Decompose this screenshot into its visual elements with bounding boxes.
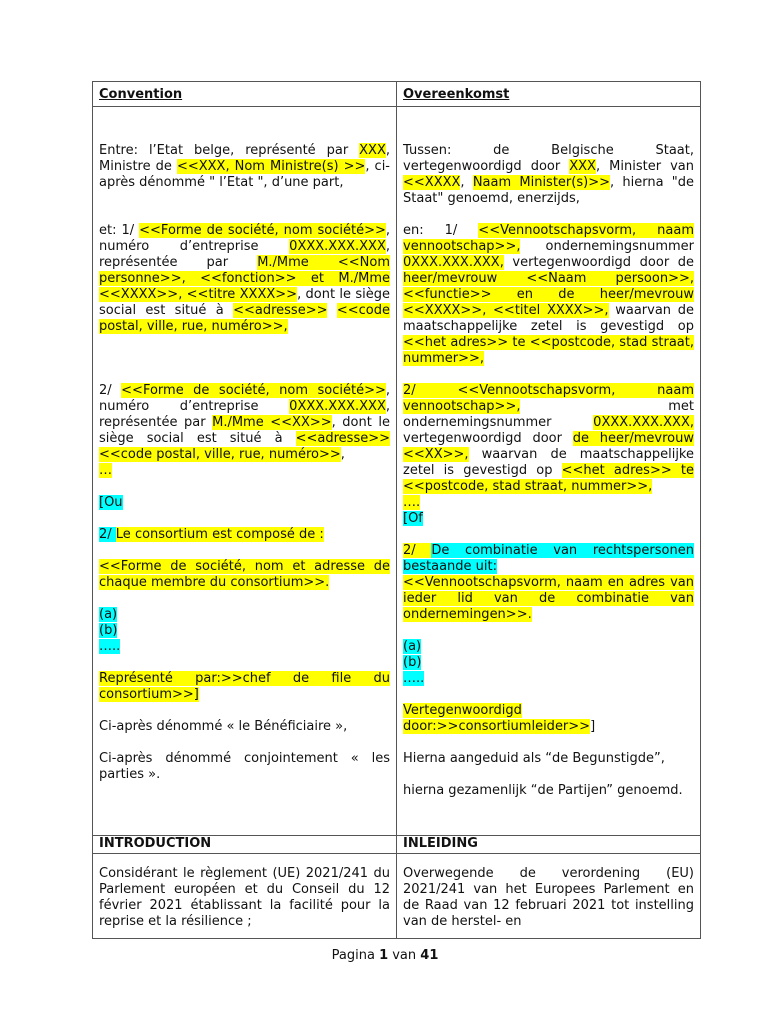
parties-dutch [397,107,701,836]
fr-consortium-members: <<Forme de société, nom et adresse de chaque membre du consortium>>. [99,559,390,590]
nl-combination-heading: 2/ De combinatie van rechtspersonen bestaande uit: [403,543,694,574]
introduction-text-dutch: Overwegende de verordening (EU) 2021/241 van het Europees Parlement en de Raad van 12 februari 2021 tot instelling van de herstel- en [397,854,701,939]
fr-item-dots: ….. [99,639,121,654]
footer-page-total: 41 [420,948,439,963]
introduction-row [93,854,701,939]
nl-party-1: en: 1/ <<Vennootschapsvorm, naam vennootschap>>, ondernemingsnummer 0XXX.XXX.XXX, vertegenwoordigd door de heer/mevrouw <<Naam persoon>>, <<functie>> en de heer/mevrouw <<XXXX>>, <<titel XXXX>>, waarvan de maatschappelijke zetel is gevestigd op <<het adres>> te <<postcode, stad straat, nummer>>, [403,223,694,366]
nl-combination-members: <<Vennootschapsvorm, naam en adres van ieder lid van de combinatie van ondernemingen>>. [403,575,694,622]
fr-party-1: et: 1/ <<Forme de société, nom société>>, numéro d’entreprise 0XXX.XXX.XXX, représentée par M./Mme <<Nom personne>>, <<fonction>> et M./Mme <<XXXX>>, <<titre XXXX>>, dont le siège social est situé à <<adresse>> <<code postal, ville, rue, numéro>>, [99,223,391,334]
nl-party-2: 2/ <<Vennootschapsvorm, naam vennootschap>>, met ondernemingsnummer 0XXX.XXX.XXX, vertegenwoordigd door de heer/mevrouw <<XX>>, waarvan de maatschappelijke zetel is gevestigd op <<het adres>> te <<postcode, stad straat, nummer>>, …. [403,383,694,510]
fr-or-marker: [Ou [99,495,123,510]
page-footer [0,948,770,963]
nl-represented-by: Vertegenwoordigd door:>>consortiumleider>>] [403,703,596,734]
footer-page-number: 1 [379,948,389,963]
fr-item-b: (b) [99,623,118,638]
parties-row [93,107,701,836]
fr-consortium-heading: 2/ Le consortium est composé de : [99,527,324,542]
introduction-text-french: Considérant le règlement (UE) 2021/241 du Parlement européen et du Conseil du 12 février 2021 établissant la facilité pour la reprise et la résilience ; [93,854,397,939]
nl-parties: hierna gezamenlijk “de Partijen” genoemd. [403,783,683,798]
footer-middle: van [388,948,421,963]
nl-or-marker: [Of [403,511,423,526]
parties-french [93,107,397,836]
fr-item-a: (a) [99,607,118,622]
nl-party-state: Tussen: de Belgische Staat, vertegenwoordigd door XXX, Minister van <<XXXX, Naam Minister(s)>>, hierna "de Staat" genoemd, enerzijds, [403,143,695,206]
fr-party-2: 2/ <<Forme de société, nom société>>, numéro d’entreprise 0XXX.XXX.XXX, représentée par M./Mme <<XX>>, dont le siège social est situé à <<adresse>> <<code postal, ville, rue, numéro>>, … [99,383,390,478]
introduction-heading-dutch: INLEIDING [397,836,701,854]
fr-parties: Ci-après dénommé conjointement « les parties ». [99,751,390,782]
nl-item-b: (b) [403,655,422,670]
header-french: Convention [93,82,397,107]
fr-represented-by: Représenté par:>>chef de file du consortium>>] [99,671,390,702]
nl-beneficiary: Hierna aangeduid als “de Begunstigde”, [403,751,665,766]
convention-table [92,81,701,939]
header-row [93,82,701,107]
introduction-header-row [93,836,701,854]
fr-party-state: Entre: l’Etat belge, représenté par XXX, Ministre de <<XXX, Nom Ministre(s) >>, ci-après dénommé " l’Etat ", d’une part, [99,143,391,190]
nl-item-dots: ….. [403,671,425,686]
introduction-heading-french: INTRODUCTION [93,836,397,854]
fr-beneficiary: Ci-après dénommé « le Bénéficiaire », [99,719,348,734]
footer-prefix: Pagina [331,948,380,963]
header-dutch: Overeenkomst [397,82,701,107]
nl-item-a: (a) [403,639,422,654]
